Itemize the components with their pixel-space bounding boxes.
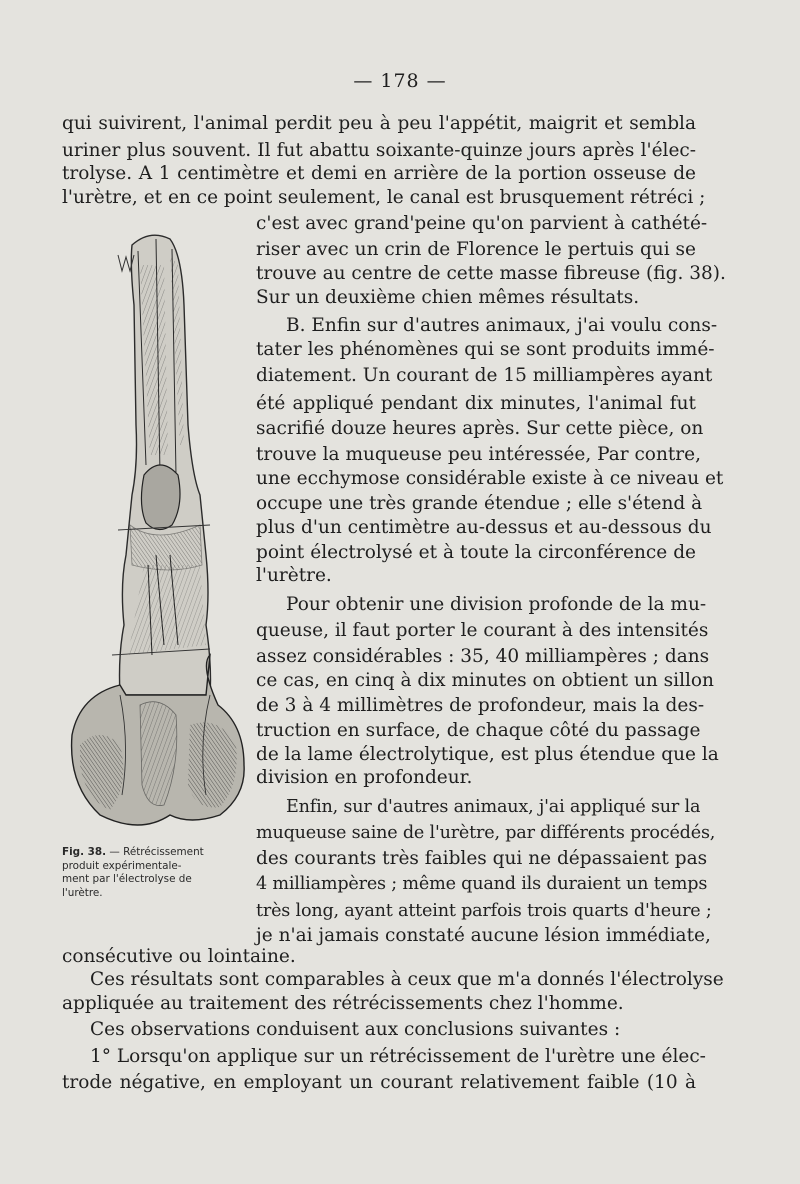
urethra-engraving-figure <box>60 225 252 835</box>
text-line: plus d'un centimètre au-dessus et au-dessous du <box>256 517 712 538</box>
text-line: l'urètre. <box>256 565 332 586</box>
figure-caption-line: — Rétrécissement <box>109 846 204 858</box>
text-line: diatement. Un courant de 15 milliampères ayant <box>256 365 713 386</box>
figure-caption-label: Fig. 38. <box>62 846 107 858</box>
text-line: consécutive ou lointaine. <box>62 946 296 967</box>
text-line: B. Enfin sur d'autres animaux, j'ai voulu cons- <box>286 315 718 336</box>
text-line: 4 milliampères ; même quand ils duraient un temps <box>256 874 708 894</box>
text-line: de la lame électrolytique, est plus étendue que la <box>256 744 719 765</box>
text-line: c'est avec grand'peine qu'on parvient à cathété- <box>256 213 708 234</box>
text-line: des courants très faibles qui ne dépassaient pas <box>256 848 708 869</box>
text-line: riser avec un crin de Florence le pertuis qui se <box>256 239 696 260</box>
figure-caption <box>62 846 242 900</box>
page-number: — 178 — <box>353 70 447 92</box>
text-line: appliquée au traitement des rétrécissements chez l'homme. <box>62 993 624 1014</box>
text-line: de 3 à 4 millimètres de profondeur, mais la des- <box>256 695 705 716</box>
text-line: assez considérables : 35, 40 milliampères ; dans <box>256 646 710 667</box>
figure-caption-line: ment par l'électrolyse de <box>62 873 192 885</box>
text-line: 1° Lorsqu'on applique sur un rétrécissement de l'urètre une élec- <box>90 1046 706 1067</box>
text-line: qui suivirent, l'animal perdit peu à peu l'appétit, maigrit et sembla <box>62 113 696 134</box>
text-line: queuse, il faut porter le courant à des intensités <box>256 620 709 641</box>
text-line: muqueuse saine de l'urètre, par différents procédés, <box>256 823 716 843</box>
text-line: Sur un deuxième chien mêmes résultats. <box>256 287 640 308</box>
urethra-illustration <box>60 225 252 835</box>
text-line: Pour obtenir une division profonde de la mu- <box>286 594 707 615</box>
text-line: trouve la muqueuse peu intéressée, Par contre, <box>256 444 701 465</box>
text-line: division en profondeur. <box>256 767 473 788</box>
text-line: Ces résultats sont comparables à ceux que m'a donnés l'électrolyse <box>90 969 724 990</box>
text-line: sacrifié douze heures après. Sur cette pièce, on <box>256 418 704 439</box>
text-line: très long, ayant atteint parfois trois quarts d'heure ; <box>256 901 712 921</box>
text-line: point électrolysé et à toute la circonférence de <box>256 542 696 563</box>
text-line: trouve au centre de cette masse fibreuse (fig. 38). <box>256 263 726 284</box>
text-line: Enfin, sur d'autres animaux, j'ai appliqué sur la <box>286 797 701 817</box>
text-line: trode négative, en employant un courant relativement faible (10 à <box>62 1072 696 1093</box>
text-line: été appliqué pendant dix minutes, l'animal fut <box>256 393 696 414</box>
text-line: tater les phénomènes qui se sont produits immé- <box>256 339 715 360</box>
text-line: l'urètre, et en ce point seulement, le canal est brusquement rétréci ; <box>62 187 706 208</box>
text-line: trolyse. A 1 centimètre et demi en arrière de la portion osseuse de <box>62 163 696 184</box>
text-line: je n'ai jamais constaté aucune lésion immédiate, <box>256 925 711 946</box>
text-line: Ces observations conduisent aux conclusions suivantes : <box>90 1019 621 1040</box>
text-line: truction en surface, de chaque côté du passage <box>256 720 701 741</box>
figure-caption-line: l'urètre. <box>62 886 103 899</box>
figure-caption-line: produit expérimentale- <box>62 859 182 872</box>
text-line: occupe une très grande étendue ; elle s'étend à <box>256 493 703 514</box>
text-line: uriner plus souvent. Il fut abattu soixante-quinze jours après l'élec- <box>62 140 696 161</box>
text-line: une ecchymose considérable existe à ce niveau et <box>256 468 724 489</box>
text-line: ce cas, en cinq à dix minutes on obtient un sillon <box>256 670 714 691</box>
